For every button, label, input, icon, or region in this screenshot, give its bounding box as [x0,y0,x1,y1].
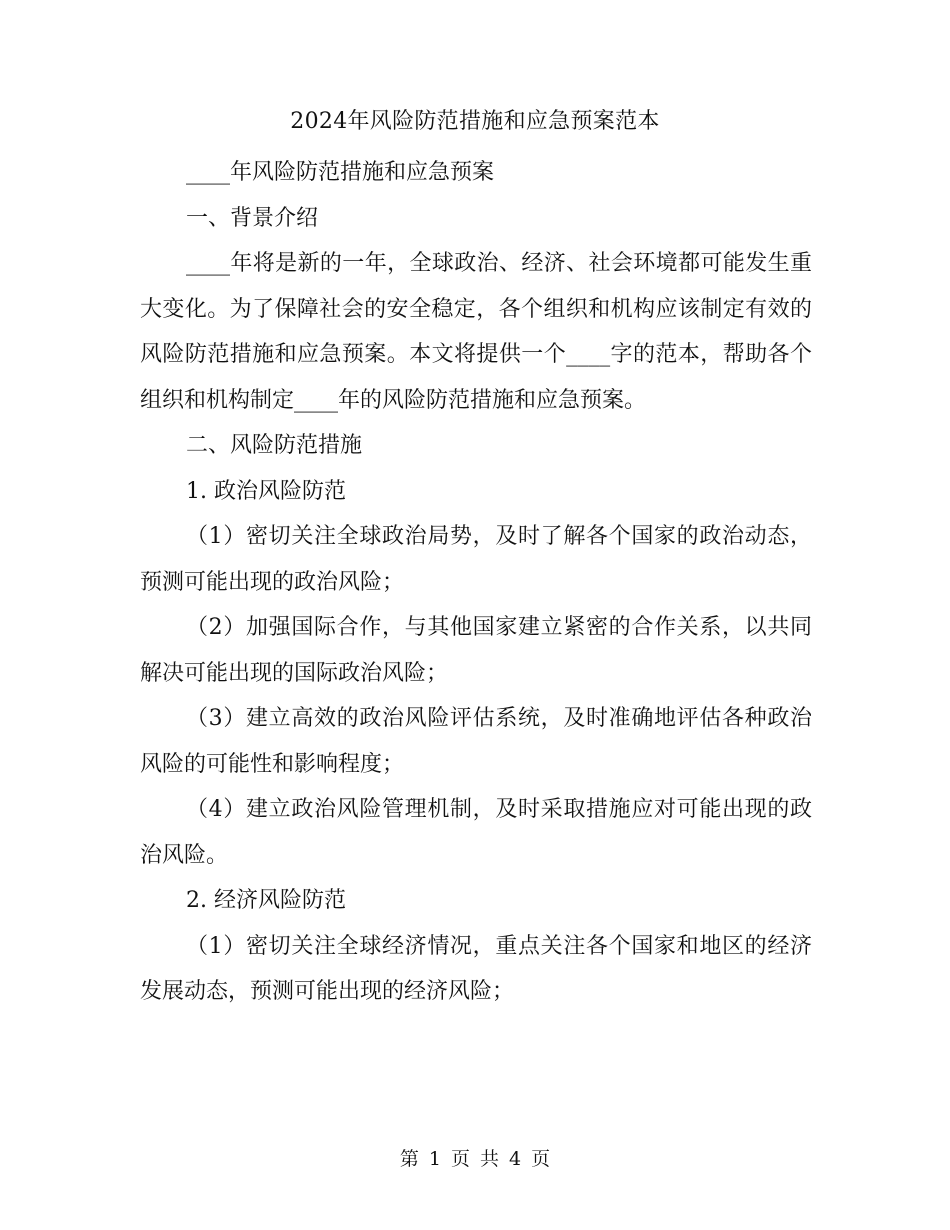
heading-political-risk: 1. 政治风险防范 [186,478,346,504]
heading-economic-risk: 2. 经济风险防范 [186,888,346,913]
heading-risk-measures: 二、风险防范措施 [186,433,363,458]
document-body [140,150,812,1015]
document-title: 2024年风险防范措施和应急预案范本 [290,109,660,134]
paragraph-background: ____年将是新的一年，全球政治、经济、社会环境都可能发生重大变化。为了保障社会的安全稳定，各个组织和机构应该制定有效的风险防范措施和应急预案。本文将提供一个____字的范本，帮助各个组织和机构制定____年的风险防范措施和应急预案。 [140,251,812,413]
list-item-political-1: （1）密切关注全球政治局势，及时了解各个国家的政治动态，预测可能出现的政治风险； [140,524,812,595]
paragraph-subtitle: ____年风险防范措施和应急预案 [186,160,495,185]
list-item-political-2: （2）加强国际合作，与其他国家建立紧密的合作关系，以共同解决可能出现的国际政治风险； [140,615,812,686]
list-item-political-4: （4）建立政治风险管理机制，及时采取措施应对可能出现的政治风险。 [140,797,812,868]
list-item-economic-1: （1）密切关注全球经济情况，重点关注各个国家和地区的经济发展动态，预测可能出现的经济风险； [140,933,812,1004]
page-number-footer: 第 1 页 共 4 页 [399,1148,551,1170]
heading-background: 一、背景介绍 [186,205,319,231]
list-item-political-3: （3）建立高效的政治风险评估系统，及时准确地评估各种政治风险的可能性和影响程度； [140,706,812,777]
